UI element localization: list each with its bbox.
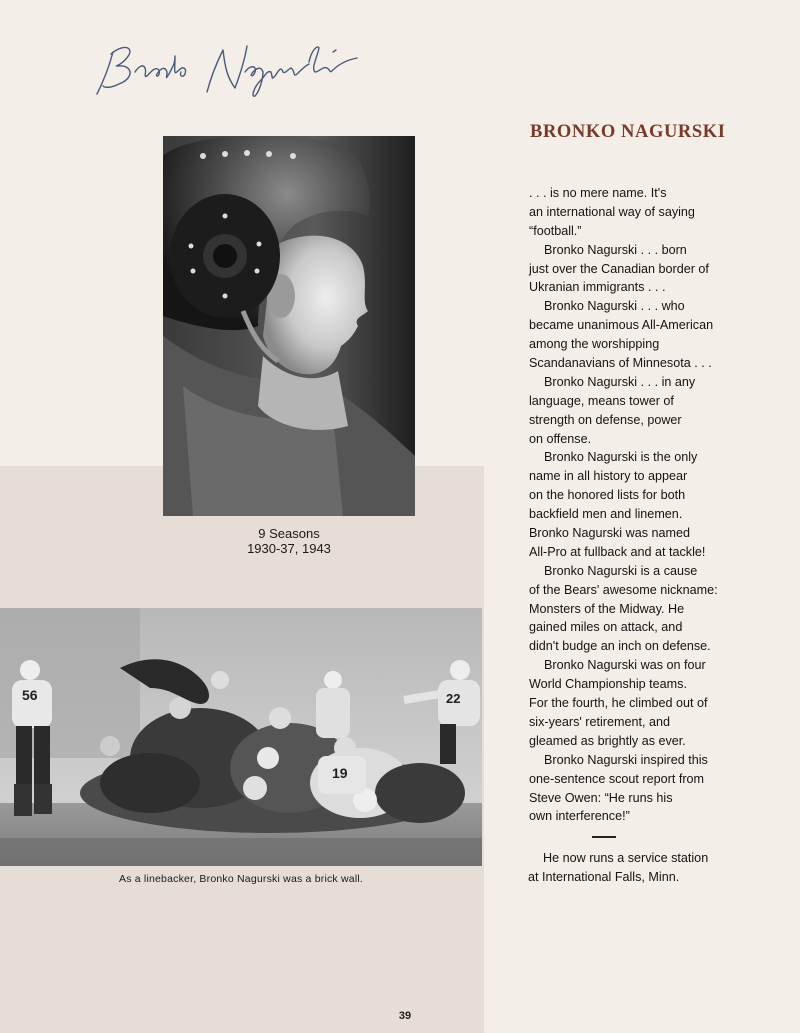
article-line: Bronko Nagurski was named xyxy=(529,526,690,541)
article-line: Bronko Nagurski . . . in any xyxy=(544,374,696,389)
jersey-number-19: 19 xyxy=(332,765,348,781)
action-photo xyxy=(0,608,482,866)
article-line: on offense. xyxy=(529,431,592,446)
article-line: one-sentence scout report from xyxy=(529,771,705,786)
article-line: became unanimous All-American xyxy=(529,318,714,333)
article-line: Bronko Nagurski . . . who xyxy=(544,299,685,314)
portrait-photo xyxy=(163,136,415,516)
article-line: . . . is no mere name. It's xyxy=(529,186,667,200)
article-line: gleamed as brightly as ever. xyxy=(529,733,686,748)
caption-years: 1930-37, 1943 xyxy=(247,541,331,556)
article-line: Bronko Nagurski is the only xyxy=(544,450,698,465)
article-line: Steve Owen: “He runs his xyxy=(529,790,673,805)
article-line: Monsters of the Midway. He xyxy=(529,601,685,616)
article-line: of the Bears' awesome nickname: xyxy=(529,582,718,597)
article-line: six-years' retirement, and xyxy=(529,714,670,729)
article-line: backfield men and linemen. xyxy=(529,507,683,522)
article-line: Scandanavians of Minnesota . . . xyxy=(529,356,712,371)
page-number: 39 xyxy=(398,1010,412,1022)
article-line: own interference!” xyxy=(529,809,630,824)
article-line: gained miles on attack, and xyxy=(529,620,683,635)
article-line: an international way of saying xyxy=(529,204,695,219)
article-line: All-Pro at fullback and at tackle! xyxy=(529,544,706,559)
article-headline: BRONKO NAGURSKI xyxy=(530,122,726,142)
portrait-caption xyxy=(163,526,415,556)
jersey-number-22: 22 xyxy=(446,691,461,706)
article-line: “football.” xyxy=(529,223,582,238)
caption-seasons: 9 Seasons xyxy=(258,526,320,541)
action-caption: As a linebacker, Bronko Nagurski was a brick wall. xyxy=(118,873,363,885)
article-line: strength on defense, power xyxy=(529,412,682,427)
article-line: Bronko Nagurski inspired this xyxy=(544,752,708,767)
article-line: just over the Canadian border of xyxy=(529,261,709,276)
article-line: didn't budge an inch on defense. xyxy=(529,639,711,654)
article-line: Bronko Nagurski is a cause xyxy=(544,563,698,578)
closing-line: at International Falls, Minn. xyxy=(528,870,680,884)
article-line: among the worshipping xyxy=(529,337,660,352)
article-line: on the honored lists for both xyxy=(529,488,686,503)
closing-line: He now runs a service station xyxy=(543,851,709,865)
article-line: language, means tower of xyxy=(529,393,674,408)
article-line: Bronko Nagurski . . . born xyxy=(544,242,687,257)
section-divider xyxy=(592,836,616,838)
handwritten-signature xyxy=(95,22,395,102)
article-line: name in all history to appear xyxy=(529,469,688,484)
jersey-number-56: 56 xyxy=(22,687,38,703)
article-line: World Championship teams. xyxy=(529,677,687,692)
article-line: Bronko Nagurski was on four xyxy=(544,658,706,673)
article-body xyxy=(529,184,791,826)
article-line: For the fourth, he climbed out of xyxy=(529,696,708,711)
article-closing xyxy=(528,849,790,887)
article-line: Ukranian immigrants . . . xyxy=(529,280,666,295)
